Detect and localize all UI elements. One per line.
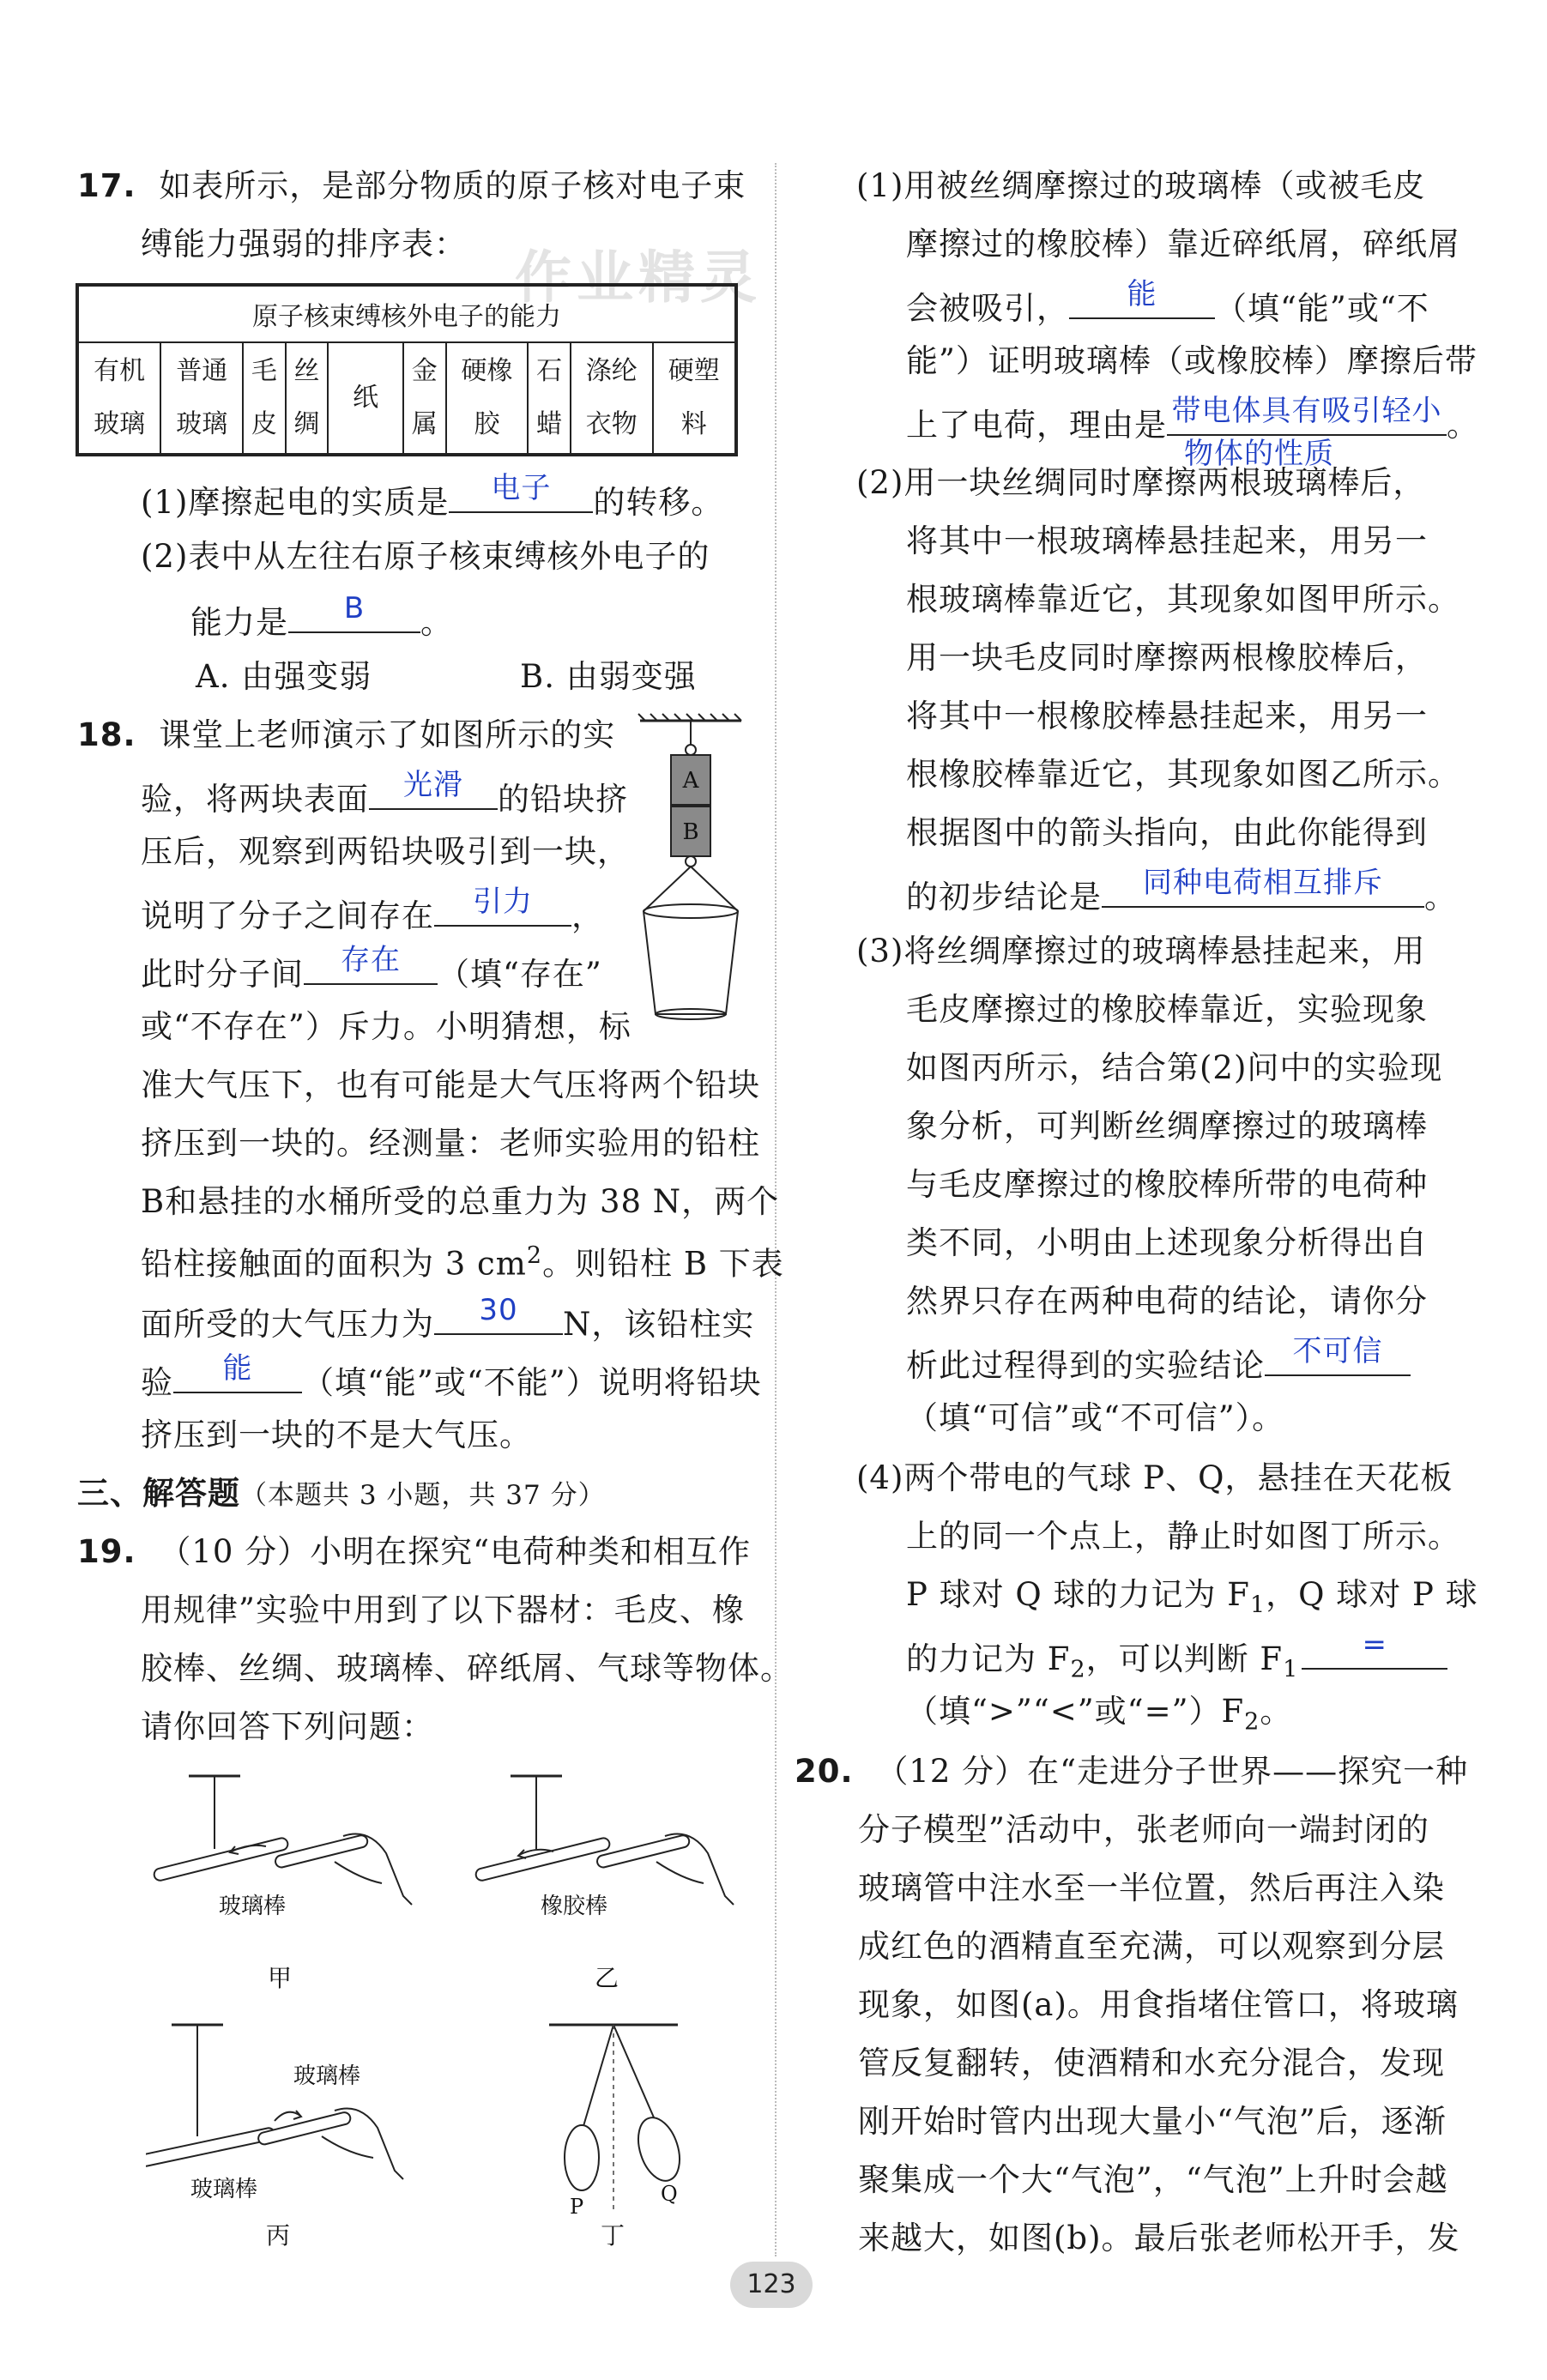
q18-line1: 18. 课堂上老师演示了如图所示的实 [77,716,616,753]
q20-line6: 管反复翻转，使酒精和水充分混合，发现 [858,2045,1445,2081]
q19-r3-l1: (3)将丝绸摩擦过的玻璃棒悬挂起来，用 [856,933,1426,970]
q18-line10: 铅柱接触面的面积为 3 $cm^2$。则铅柱 B 下表 [141,1242,784,1283]
figure-yi-label: 橡胶棒 [541,1894,608,1919]
answer-18-4: 30 [479,1293,518,1327]
q20-line5: 现象，如图(a)。用食指堵住管口，将玻璃 [858,1986,1459,2023]
q18-line11: 面所受的大气压力为 30 N，该铅柱实 [141,1293,755,1343]
q19-r2-l1: (2)用一块丝绸同时摩擦两根玻璃棒后， [856,464,1426,501]
q18-line9: B和悬挂的水桶所受的总重力为 38 N，两个 [141,1183,780,1220]
material-cell: 石 蜡 [528,342,570,455]
q19-r2-l3: 根玻璃棒靠近它，其现象如图甲所示。 [906,581,1460,618]
q17-text1: 如表所示，是部分物质的原子核对电子束 [159,167,746,204]
q19-r1-l1: (1)用被丝绸摩擦过的玻璃棒（或被毛皮 [856,167,1426,204]
answer-19-1b-cont: 物体的性质 [1184,437,1334,471]
q18-line4: 说明了分子之间存在 引力 ， [141,885,604,934]
material-cell: 毛 皮 [243,342,285,455]
q19-r4-l5: （填“>”“<”或“$=”)F_2$。 [906,1693,1293,1736]
q18-line8: 挤压到一块的。经测量：老师实验用的铅柱 [141,1125,760,1162]
q17-part2: (2)表中从左往右原子核束缚核外电子的 [141,538,710,575]
q20-line1: 20. （12 分）在“走进分子世界——探究一种 [795,1753,1469,1790]
q18-line7: 准大气压下，也有可能是大气压将两个铅块 [141,1066,760,1103]
figure-ding [532,2016,695,2248]
material-cell: 普通 玻璃 [160,342,243,455]
block-a-label: A [682,768,699,794]
figure-bing-label-1: 玻璃棒 [293,2063,361,2089]
q19-r4-l3: P 球对 Q 球的力记为 $F_1$，Q 球对 P 球 [906,1576,1478,1619]
q18-line2: 验，将两块表面 光滑 的铅块挤 [141,768,628,818]
q18-line13: 挤压到一块的不是大气压。 [141,1417,532,1453]
q19-r3-l2: 毛皮摩擦过的橡胶棒靠近，实验现象 [906,991,1428,1028]
q20-number: 20. [795,1753,854,1790]
watermark: 作业精灵 [515,245,762,311]
balloon-q-label: Q [661,2182,678,2206]
q18-number: 18. [77,716,136,753]
material-cell: 涤纶 衣物 [571,342,653,455]
q19-r3-l3: 如图丙所示，结合第(2)问中的实验现 [906,1049,1443,1086]
balloon-p-label: P [570,2195,584,2219]
answer-19-2: 同种电荷相互排斥 [1143,866,1383,900]
answer-17-1: 电子 [491,471,552,505]
q20-line8: 聚集成一个大“气泡”，“气泡”上升时会越 [858,2161,1448,2198]
q19-r1-l2: 摩擦过的橡胶棒）靠近碎纸屑，碎纸屑 [906,226,1460,263]
material-cell: 有机 玻璃 [77,342,160,455]
answer-19-1a: 能 [1127,277,1157,311]
answer-18-3: 存在 [341,943,401,977]
q18-line12: 验 能 （填“能”或“不能”）说明将铅块 [141,1351,762,1401]
q19-r3-l7: 然界只存在两种电荷的结论，请你分 [906,1283,1428,1320]
q18-line6: 或“不存在”）斥力。小明猜想，标 [141,1008,631,1045]
table-header: 原子核束缚核外电子的能力 [77,285,736,342]
q19-line1: 19. （10 分）小明在探究“电荷种类和相互作 [77,1533,752,1570]
binding-table [76,283,738,456]
q17-number: 17. [77,167,136,204]
block-b-label: B [682,819,699,845]
q19-r4-l1: (4)两个带电的气球 P、Q，悬挂在天花板 [856,1459,1453,1496]
figure-ding-caption: 丁 [601,2221,625,2248]
q19-number: 19. [77,1533,136,1570]
q20-line3: 玻璃管中注水至一半位置，然后再注入染 [858,1870,1445,1906]
q19-r4-l2: 上的同一个点上，静止时如图丁所示。 [906,1518,1460,1555]
figure-jia-label: 玻璃棒 [219,1894,287,1919]
q19-r4-l4: 的力记为 $F_2$，可以判断 $F_1$ = [906,1637,1447,1681]
q19-r2-l8: 的初步结论是 同种电荷相互排斥 。 [906,866,1457,915]
answer-18-2: 引力 [473,885,533,919]
q19-r2-l5: 将其中一根橡胶棒悬挂起来，用另一 [906,698,1428,734]
answer-19-1b: 带电体具有吸引轻小 [1171,394,1442,428]
q18-line3: 压后，观察到两铅块吸引到一块， [141,833,630,870]
figure-yi-caption: 乙 [595,1964,619,1990]
material-cell: 纸 [328,342,403,455]
answer-18-5: 能 [222,1351,253,1386]
q17-part2b: 能力是 B 。 [190,591,453,641]
q19-r3-l5: 与毛皮摩擦过的橡胶棒所带的电荷种 [906,1166,1428,1203]
material-cell: 硬橡 胶 [446,342,529,455]
answer-19-3: 不可信 [1292,1334,1383,1368]
q20-line7: 刚开始时管内出现大量小“气泡”后，逐渐 [858,2103,1447,2140]
figure-bing-caption: 丙 [266,2221,291,2248]
q19-r1-l5: 上了电荷，理由是 带电体具有吸引轻小 。 [906,394,1479,444]
q19-r2-l2: 将其中一根玻璃棒悬挂起来，用另一 [906,523,1428,559]
material-cell: 硬塑 料 [653,342,736,455]
answer-18-1: 光滑 [403,768,463,802]
q17-option-b: B. 由弱变强 [520,658,697,695]
q19-line3: 胶棒、丝绸、玻璃棒、碎纸屑、气球等物体。 [141,1650,793,1687]
q19-r2-l6: 根橡胶棒靠近它，其现象如图乙所示。 [906,756,1460,793]
q19-r2-l4: 用一块毛皮同时摩擦两根橡胶棒后， [906,639,1428,676]
q17-line1 [77,167,746,204]
figure-jia [146,1767,420,1990]
answer-17-2: B [343,591,366,625]
figure-bing-label-2: 玻璃棒 [190,2177,258,2202]
q19-r3-l4: 象分析，可判断丝绸摩擦过的玻璃棒 [906,1108,1428,1145]
q19-r3-l6: 类不同，小明由上述现象分析得出自 [906,1224,1428,1261]
answer-19-4: = [1362,1628,1387,1662]
q19-r3-l8: 析此过程得到的实验结论 不可信 [906,1344,1411,1381]
q20-line9: 来越大，如图(b)。最后张老师松开手，发 [858,2220,1460,2256]
figure-bing [146,2016,420,2248]
figure-jia-caption: 甲 [268,1964,293,1990]
q19-line2: 用规律”实验中用到了以下器材：毛皮、橡 [141,1592,745,1628]
table-row [77,342,736,455]
material-cell: 丝 绸 [286,342,328,455]
q17-line2: 缚能力强弱的排序表： [141,226,467,263]
material-cell: 金 属 [403,342,445,455]
q19-r1-l3: 会被吸引， 能 （填“能”或“不 [906,277,1429,327]
q19-r3-l9: （填“可信”或“不可信”）。 [906,1399,1285,1436]
q17-option-a: A. 由强变弱 [196,658,372,695]
lead-blocks-figure [635,712,746,1030]
q19-line4: 请你回答下列问题： [141,1708,434,1745]
q19-r2-l7: 根据图中的箭头指向，由此你能得到 [906,814,1428,851]
figure-yi [468,1767,742,1990]
q17-part1: (1)摩擦起电的实质是 电子 的转移。 [141,471,724,521]
q20-line4: 成红色的酒精直至充满，可以观察到分层 [858,1928,1445,1965]
q19-r1-l4: 能”）证明玻璃棒（或橡胶棒）摩擦后带 [906,342,1478,379]
q20-line2: 分子模型”活动中，张老师向一端封闭的 [858,1811,1429,1848]
q18-line5: 此时分子间 存在 （填“存在” [141,943,602,993]
section-3-title: 三、解答题（本题共 3 小题，共 37 分） [77,1475,606,1512]
page-number: 123 [730,2262,813,2308]
